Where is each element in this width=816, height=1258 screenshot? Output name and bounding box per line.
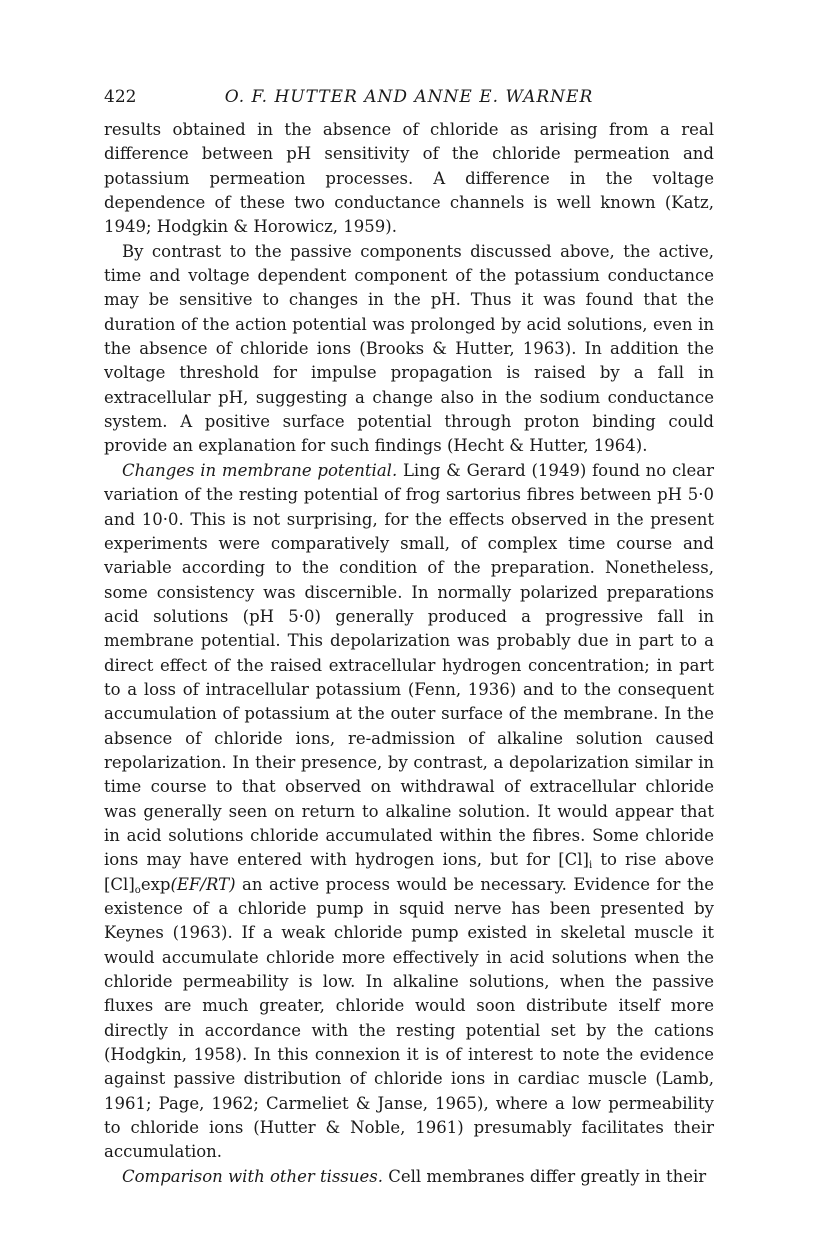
- exp-function: exp: [140, 874, 171, 894]
- body-text: [104, 118, 714, 1189]
- formula-ef-rt: (EF/RT): [170, 874, 236, 894]
- section-heading-other-tissues: Comparison with other tissues.: [122, 1166, 383, 1186]
- paragraph-text: Ling & Gerard (1949) found no clear variation of the resting potential of frog sartorius fibres between pH 5·0 and 10·0. This is not surprising, for the effects observed in the present experiments were comparatively small, of complex time course and variable according to the condition of the preparation. Nonetheless, some consistency was discernible. In normally polarized preparations acid solutions (pH 5·0) generally produced a progressive fall in membrane potential. This depolarization was probably due in part to a direct effect of the raised extracellular hydrogen concentration; in part to a loss of intracellular potassium (Fenn, 1936) and to the consequent accumulation of potassium at the outer surface of the membrane. In the absence of chloride ions, re-admission of alkaline solution caused repolarization. In their presence, by contrast, a depolarization similar in time course to that observed on withdrawal of extracellular chloride was generally seen on return to alkaline solution. It would appear that in acid solutions chloride accumulated within the fibres. Some chloride ions may have entered with hydrogen ions, but for: [104, 460, 715, 870]
- paragraph-continued: results obtained in the absence of chloride as arising from a real difference between pH sensitivity of the chloride permeation and potassium permeation processes. A difference in the voltage dependence of these two conductance channels is well known (Katz, 1949; Hodgkin & Horowicz, 1959).: [104, 120, 714, 237]
- section-heading-membrane-potential: Changes in membrane potential.: [122, 460, 398, 480]
- paragraph-membrane-potential: [104, 459, 714, 1165]
- header-authors: O. F. HUTTER AND ANNE E. WARNER: [224, 87, 594, 107]
- subscript-o: o: [134, 884, 141, 896]
- subscript-i: i: [588, 860, 593, 872]
- journal-page: [104, 82, 714, 1189]
- page-number: 422: [104, 87, 137, 107]
- running-head: [104, 82, 714, 112]
- cl-inside: [Cl]: [558, 850, 589, 870]
- cl-outside: [Cl]: [104, 874, 135, 894]
- paragraph-text: Cell membranes differ greatly in their: [382, 1166, 707, 1186]
- paragraph-text: an active process would be necessary. Evidence for the existence of a chloride pump in squid nerve has been presented by Keynes (1963). If a weak chloride pump existed in skeletal muscle it would accumulate chloride more effectively in acid solutions when the chloride permeability is low. In alkaline solutions, when the passive fluxes are much greater, chloride would soon distribute itself more directly in accordance with the resting potential set by the cations (Hodgkin, 1958). In this connexion it is of interest to note the evidence against passive distribution of chloride ions in cardiac muscle (Lamb, 1961; Page, 1962; Carmeliet & Janse, 1965), where a low permeability to chloride ions (Hutter & Noble, 1961) presumably facilitates their accumulation.: [104, 874, 714, 1162]
- paragraph-text: to rise above: [592, 850, 714, 870]
- paragraph-active-conductance: By contrast to the passive components discussed above, the active, time and voltage dependent component of the potassium conductance may be sensitive to changes in the pH. Thus it was found that the duration of the action potential was prolonged by acid solutions, even in the absence of chloride ions (Brooks & Hutter, 1963). In addition the voltage threshold for impulse propagation is raised by a fall in extracellular pH, suggesting a change also in the sodium conductance system. A positive surface potential through proton binding could provide an explanation for such findings (Hecht & Hutter, 1964).: [104, 241, 714, 456]
- paragraph-other-tissues: [104, 1165, 714, 1189]
